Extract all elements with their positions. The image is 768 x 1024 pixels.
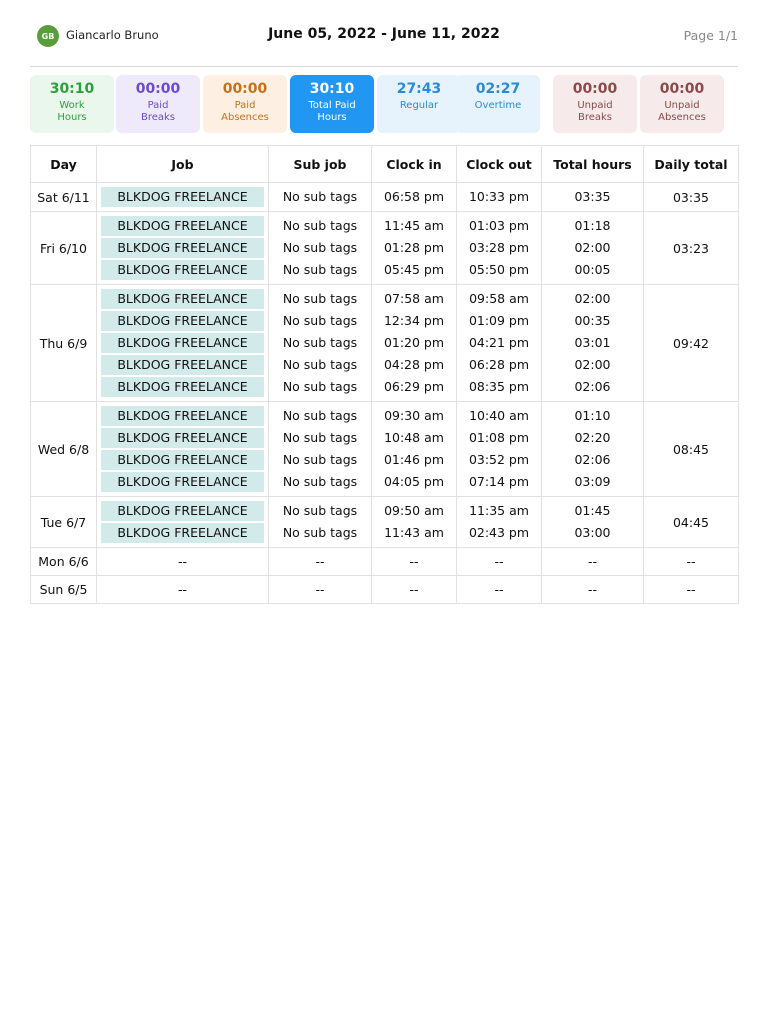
- clock-out-cell: [457, 402, 542, 497]
- total-hours-cell: [542, 285, 644, 402]
- summary-value: 30:10: [309, 81, 355, 97]
- total-hours-cell: [542, 212, 644, 285]
- clock-in-value: 04:05 pm: [383, 474, 445, 489]
- sub-job-value: No sub tags: [282, 379, 358, 394]
- date-range-title: June 05, 2022 - June 11, 2022: [268, 26, 500, 42]
- clock-in-cell: --: [372, 576, 457, 604]
- clock-out-value: 10:40 am: [469, 408, 529, 423]
- job-tag: BLKDOG FREELANCE: [101, 187, 264, 207]
- summary-label: Overtime: [474, 100, 522, 111]
- clock-in-value: 12:34 pm: [383, 313, 445, 328]
- summary-card-total-paid-hours: [290, 75, 374, 133]
- sub-job-value: No sub tags: [282, 335, 358, 350]
- day-cell: Fri 6/10: [31, 212, 97, 285]
- clock-in-cell: [372, 402, 457, 497]
- summary-label: Unpaid Absences: [658, 100, 706, 123]
- summary-card-unpaid-breaks: [553, 75, 637, 133]
- total-hours-cell: [542, 497, 644, 548]
- job-tag: BLKDOG FREELANCE: [101, 333, 264, 353]
- summary-value: 02:27: [475, 81, 521, 97]
- sub-job-value: No sub tags: [282, 474, 358, 489]
- daily-total-cell: 03:23: [644, 212, 739, 285]
- clock-out-value: 03:28 pm: [468, 240, 530, 255]
- sub-job-cell: --: [269, 548, 372, 576]
- total-hours-value: 02:20: [574, 430, 611, 445]
- daily-total-cell: --: [644, 576, 739, 604]
- day-cell: Mon 6/6: [31, 548, 97, 576]
- summary-card-regular: [377, 75, 461, 133]
- sub-job-value: No sub tags: [282, 189, 358, 204]
- sub-job-value: No sub tags: [282, 357, 358, 372]
- job-cell: [97, 285, 269, 402]
- total-hours-value: 01:10: [574, 408, 611, 423]
- column-header: Clock in: [372, 146, 457, 183]
- job-tag: BLKDOG FREELANCE: [101, 450, 264, 470]
- job-tag: BLKDOG FREELANCE: [101, 406, 264, 426]
- sub-job-value: No sub tags: [282, 452, 358, 467]
- job-cell: [97, 402, 269, 497]
- job-tag: BLKDOG FREELANCE: [101, 289, 264, 309]
- job-cell: --: [97, 576, 269, 604]
- column-header: Day: [31, 146, 97, 183]
- header-divider: [30, 66, 738, 67]
- sub-job-cell: [269, 497, 372, 548]
- summary-label: Paid Absences: [221, 100, 269, 123]
- day-cell: Sun 6/5: [31, 576, 97, 604]
- summary-value: 30:10: [49, 81, 95, 97]
- column-header: Sub job: [269, 146, 372, 183]
- clock-out-value: 06:28 pm: [468, 357, 530, 372]
- clock-out-value: 08:35 pm: [468, 379, 530, 394]
- total-hours-cell: --: [542, 576, 644, 604]
- summary-cards: [30, 75, 738, 133]
- clock-in-value: 04:28 pm: [383, 357, 445, 372]
- sub-job-value: No sub tags: [282, 430, 358, 445]
- summary-label: Work Hours: [57, 100, 87, 123]
- user-name: Giancarlo Bruno: [66, 28, 159, 42]
- sub-job-cell: [269, 212, 372, 285]
- job-tag: BLKDOG FREELANCE: [101, 501, 264, 521]
- sub-job-value: No sub tags: [282, 503, 358, 518]
- sub-job-value: No sub tags: [282, 291, 358, 306]
- summary-card-unpaid-absences: [640, 75, 724, 133]
- clock-out-cell: --: [457, 548, 542, 576]
- clock-in-value: 06:58 pm: [383, 189, 445, 204]
- clock-out-cell: [457, 183, 542, 212]
- clock-in-value: 01:28 pm: [383, 240, 445, 255]
- clock-in-value: 11:43 am: [384, 525, 444, 540]
- clock-in-value: 09:50 am: [384, 503, 444, 518]
- clock-in-value: 01:46 pm: [383, 452, 445, 467]
- day-row: [31, 183, 739, 212]
- job-tag: BLKDOG FREELANCE: [101, 472, 264, 492]
- clock-out-cell: [457, 497, 542, 548]
- clock-in-value: 09:30 am: [384, 408, 444, 423]
- day-cell: Wed 6/8: [31, 402, 97, 497]
- job-cell: [97, 212, 269, 285]
- day-cell: Sat 6/11: [31, 183, 97, 212]
- column-header: Job: [97, 146, 269, 183]
- timesheet-table: [30, 145, 739, 604]
- summary-value: 00:00: [659, 81, 705, 97]
- daily-total-cell: 03:35: [644, 183, 739, 212]
- clock-out-value: 01:09 pm: [468, 313, 530, 328]
- sub-job-value: No sub tags: [282, 218, 358, 233]
- report-header: [30, 22, 738, 52]
- day-row: [31, 576, 739, 604]
- sub-job-cell: [269, 402, 372, 497]
- total-hours-value: 01:18: [574, 218, 611, 233]
- job-cell: --: [97, 548, 269, 576]
- daily-total-cell: --: [644, 548, 739, 576]
- clock-out-value: 05:50 pm: [468, 262, 530, 277]
- sub-job-value: No sub tags: [282, 240, 358, 255]
- total-hours-value: 01:45: [574, 503, 611, 518]
- job-tag: BLKDOG FREELANCE: [101, 428, 264, 448]
- clock-out-value: 11:35 am: [469, 503, 529, 518]
- total-hours-cell: [542, 183, 644, 212]
- day-row: [31, 285, 739, 402]
- clock-out-value: 01:08 pm: [468, 430, 530, 445]
- clock-out-value: 07:14 pm: [468, 474, 530, 489]
- job-cell: [97, 183, 269, 212]
- day-cell: Tue 6/7: [31, 497, 97, 548]
- clock-out-value: 09:58 am: [469, 291, 529, 306]
- day-cell: Thu 6/9: [31, 285, 97, 402]
- total-hours-value: 03:35: [574, 189, 611, 204]
- job-tag: BLKDOG FREELANCE: [101, 355, 264, 375]
- summary-value: 00:00: [572, 81, 618, 97]
- clock-out-cell: [457, 212, 542, 285]
- clock-in-cell: [372, 497, 457, 548]
- total-hours-value: 02:00: [574, 240, 611, 255]
- total-hours-value: 00:35: [574, 313, 611, 328]
- job-tag: BLKDOG FREELANCE: [101, 238, 264, 258]
- job-tag: BLKDOG FREELANCE: [101, 216, 264, 236]
- daily-total-cell: 09:42: [644, 285, 739, 402]
- summary-value: 27:43: [396, 81, 442, 97]
- sub-job-cell: [269, 285, 372, 402]
- daily-total-cell: 08:45: [644, 402, 739, 497]
- column-header: Daily total: [644, 146, 739, 183]
- day-row: [31, 548, 739, 576]
- job-tag: BLKDOG FREELANCE: [101, 311, 264, 331]
- clock-in-cell: --: [372, 548, 457, 576]
- sub-job-value: No sub tags: [282, 525, 358, 540]
- total-hours-cell: [542, 402, 644, 497]
- sub-job-cell: [269, 183, 372, 212]
- clock-out-value: 01:03 pm: [468, 218, 530, 233]
- table-header-row: [31, 146, 739, 183]
- total-hours-value: 03:00: [574, 525, 611, 540]
- clock-in-value: 10:48 am: [384, 430, 444, 445]
- summary-card-work-hours: [30, 75, 114, 133]
- total-hours-value: 03:01: [574, 335, 611, 350]
- column-header: Clock out: [457, 146, 542, 183]
- summary-label: Regular: [399, 100, 439, 111]
- summary-card-paid-absences: [203, 75, 287, 133]
- total-hours-value: 00:05: [574, 262, 611, 277]
- total-hours-value: 02:00: [574, 291, 611, 306]
- clock-in-value: 07:58 am: [384, 291, 444, 306]
- summary-label: Total Paid Hours: [308, 100, 356, 123]
- day-row: [31, 212, 739, 285]
- clock-out-cell: --: [457, 576, 542, 604]
- clock-out-value: 03:52 pm: [468, 452, 530, 467]
- user-avatar: GB: [37, 25, 59, 47]
- clock-out-value: 10:33 pm: [468, 189, 530, 204]
- column-header: Total hours: [542, 146, 644, 183]
- clock-in-cell: [372, 183, 457, 212]
- job-tag: BLKDOG FREELANCE: [101, 523, 264, 543]
- clock-out-value: 02:43 pm: [468, 525, 530, 540]
- clock-in-value: 11:45 am: [384, 218, 444, 233]
- summary-card-paid-breaks: [116, 75, 200, 133]
- clock-in-value: 05:45 pm: [383, 262, 445, 277]
- clock-in-value: 06:29 pm: [383, 379, 445, 394]
- clock-in-cell: [372, 212, 457, 285]
- daily-total-cell: 04:45: [644, 497, 739, 548]
- total-hours-cell: --: [542, 548, 644, 576]
- job-tag: BLKDOG FREELANCE: [101, 260, 264, 280]
- total-hours-value: 03:09: [574, 474, 611, 489]
- summary-card-overtime: [456, 75, 540, 133]
- job-cell: [97, 497, 269, 548]
- day-row: [31, 402, 739, 497]
- clock-in-cell: [372, 285, 457, 402]
- summary-value: 00:00: [222, 81, 268, 97]
- summary-label: Unpaid Breaks: [577, 100, 613, 123]
- page-number: Page 1/1: [683, 28, 738, 43]
- job-tag: BLKDOG FREELANCE: [101, 377, 264, 397]
- sub-job-value: No sub tags: [282, 313, 358, 328]
- total-hours-value: 02:06: [574, 379, 611, 394]
- clock-in-value: 01:20 pm: [383, 335, 445, 350]
- total-hours-value: 02:06: [574, 452, 611, 467]
- day-row: [31, 497, 739, 548]
- clock-out-value: 04:21 pm: [468, 335, 530, 350]
- sub-job-cell: --: [269, 576, 372, 604]
- clock-out-cell: [457, 285, 542, 402]
- summary-label: Paid Breaks: [140, 100, 176, 123]
- sub-job-value: No sub tags: [282, 262, 358, 277]
- total-hours-value: 02:00: [574, 357, 611, 372]
- sub-job-value: No sub tags: [282, 408, 358, 423]
- summary-value: 00:00: [135, 81, 181, 97]
